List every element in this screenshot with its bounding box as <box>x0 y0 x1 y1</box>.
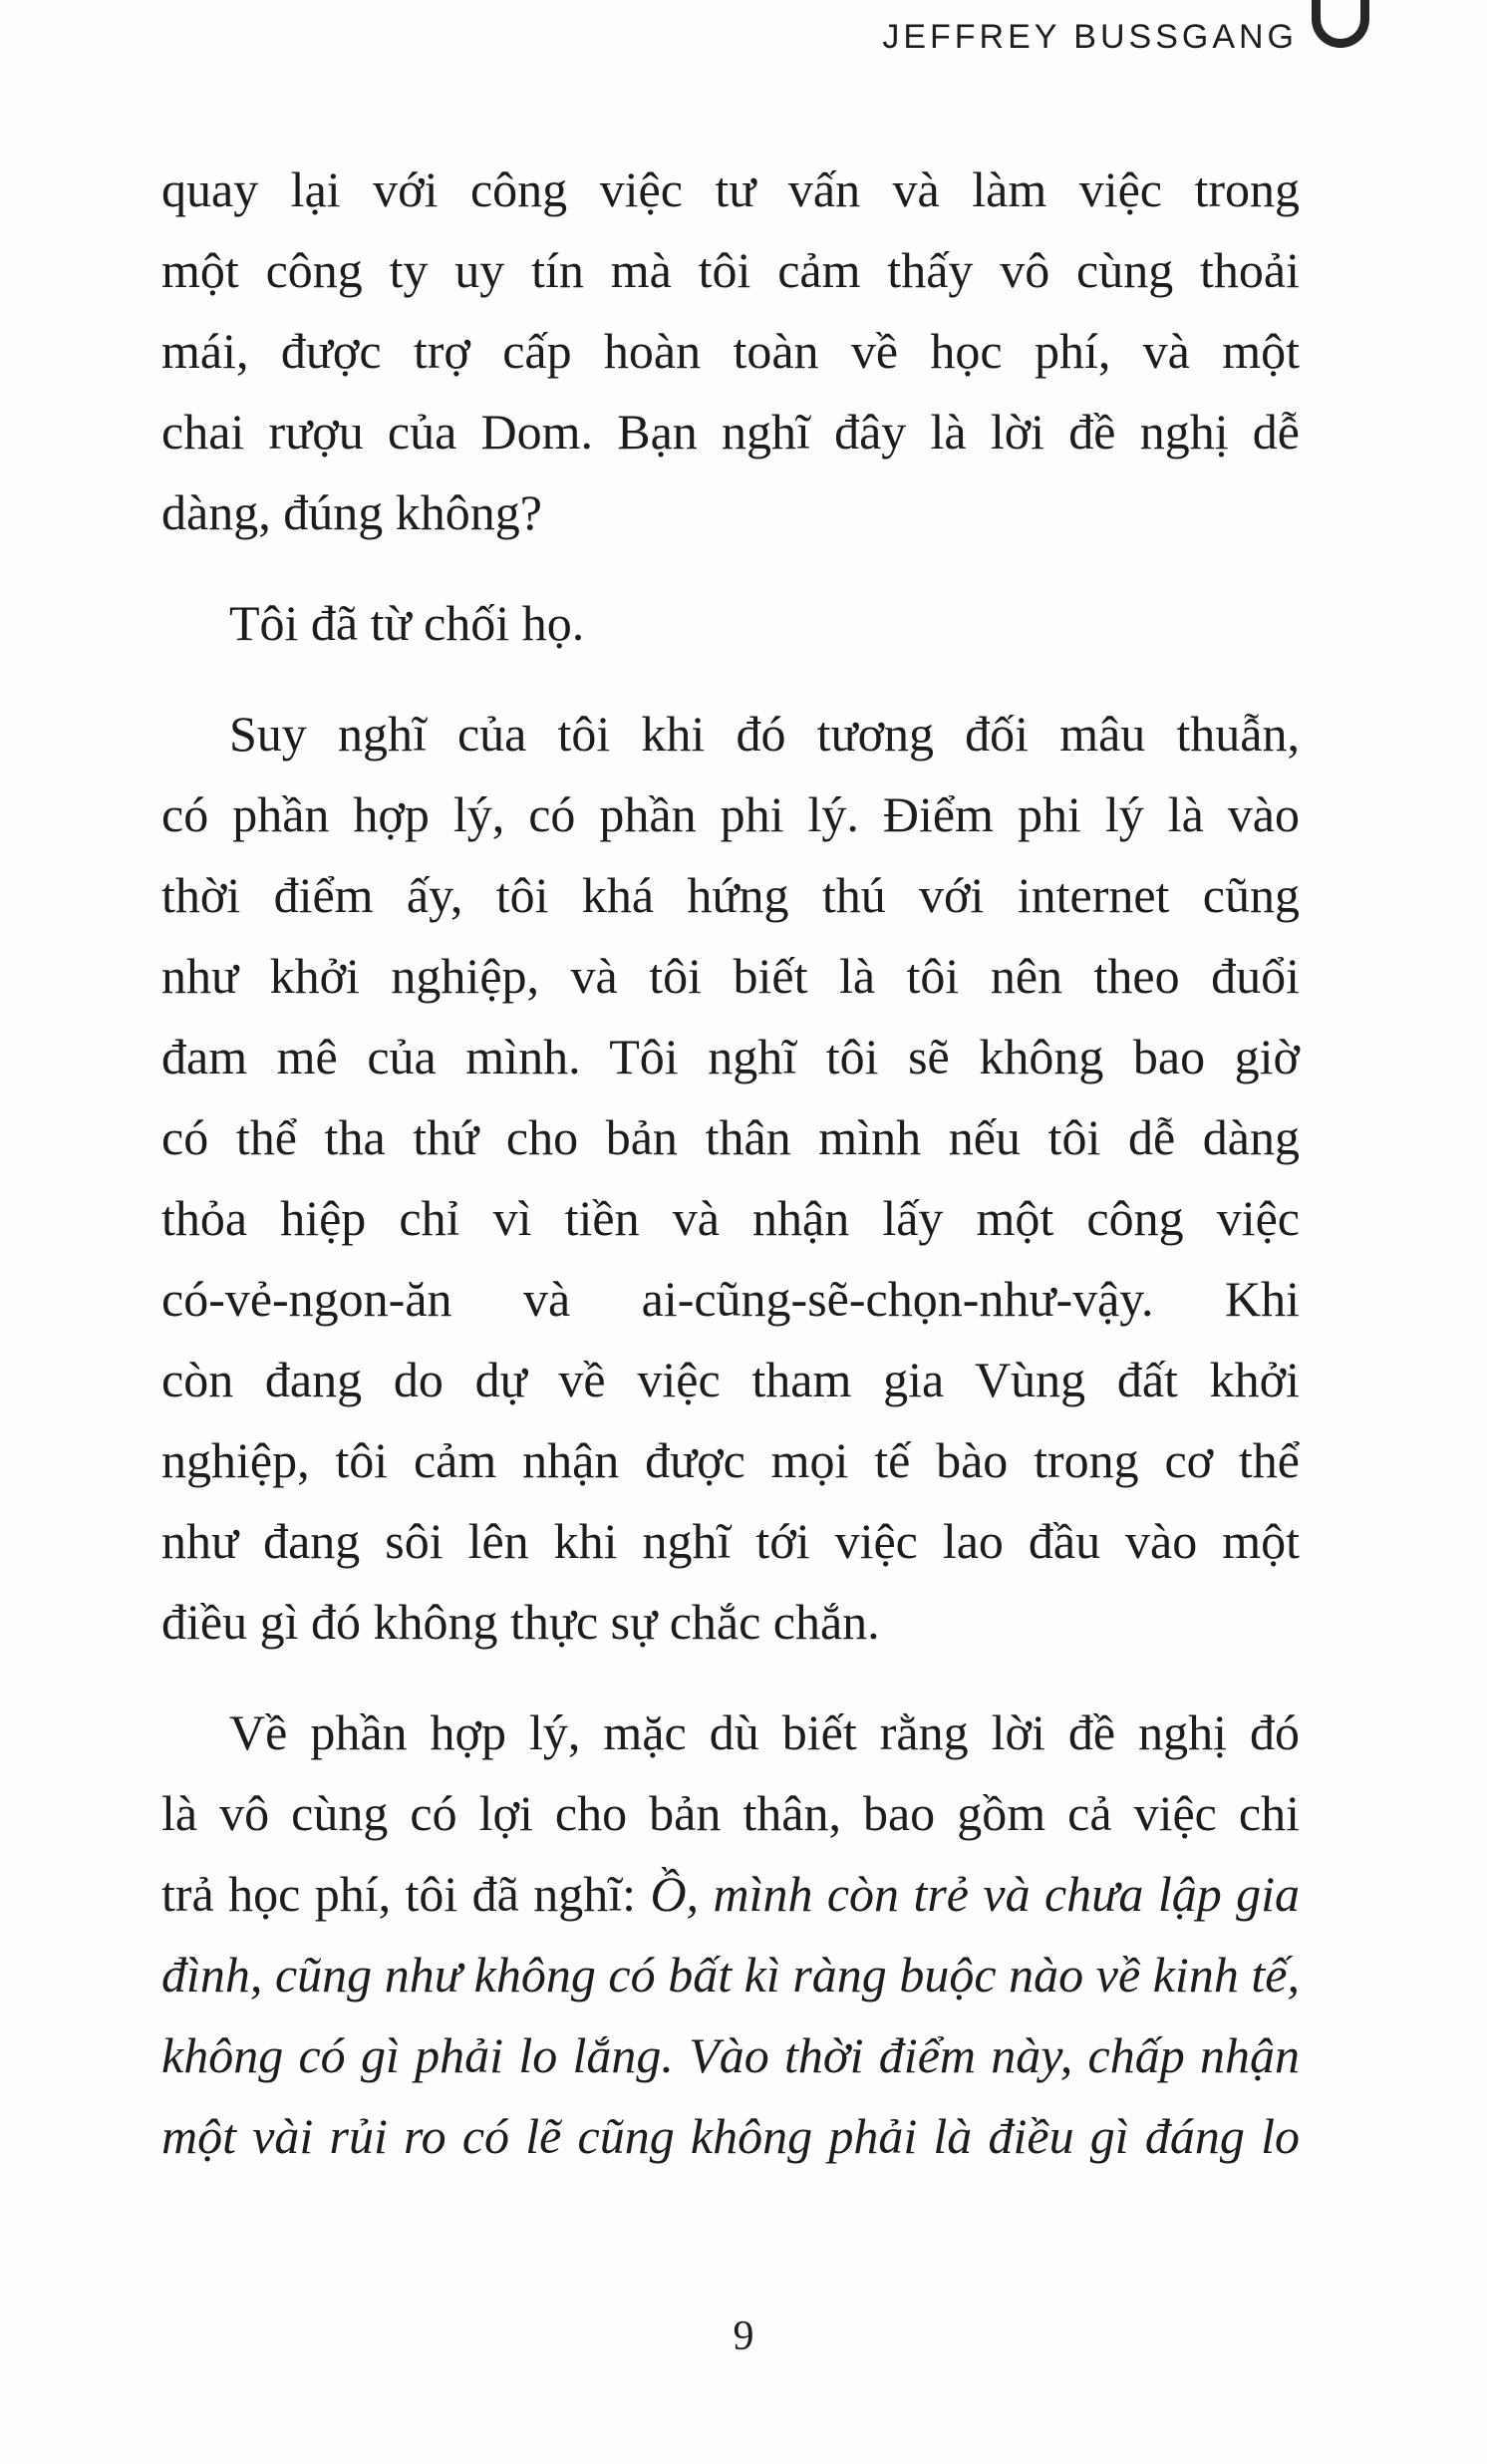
text-line: có phần hợp lý, có phần phi lý. Điểm phi lý là vào <box>161 786 1300 842</box>
paragraph-3 <box>161 694 1300 1663</box>
chapter-mark-icon <box>1312 0 1369 48</box>
text-line: đam mê của mình. Tôi nghĩ tôi sẽ không bao giờ <box>161 1029 1300 1084</box>
italic-thought: không có gì phải lo lắng. Vào thời điểm này, chấp nhận <box>161 2027 1300 2083</box>
italic-thought: đình, cũng như không có bất kì ràng buộc nào về kinh tế, <box>161 1947 1300 2002</box>
text-line: thỏa hiệp chỉ vì tiền và nhận lấy một công việc <box>161 1190 1300 1246</box>
text-line: chai rượu của Dom. Bạn nghĩ đây là lời đề nghị dễ <box>161 404 1300 460</box>
paragraph-1 <box>161 150 1300 553</box>
text-line: quay lại với công việc tư vấn và làm việc trong <box>161 161 1300 217</box>
text-line: là vô cùng có lợi cho bản thân, bao gồm cả việc chi <box>161 1785 1300 1841</box>
text-line: như khởi nghiệp, và tôi biết là tôi nên theo đuổi <box>161 948 1300 1004</box>
running-header-author: JEFFREY BUSSGANG <box>882 18 1298 56</box>
text-line: còn đang do dự về việc tham gia Vùng đất khởi <box>161 1352 1300 1407</box>
paragraph-2 <box>161 583 1300 664</box>
text-line: Về phần hợp lý, mặc dù biết rằng lời đề nghị đó <box>229 1704 1300 1760</box>
text-line: thời điểm ấy, tôi khá hứng thú với internet cũng <box>161 867 1300 923</box>
text-line: như đang sôi lên khi nghĩ tới việc lao đầu vào một <box>161 1513 1300 1569</box>
text-segment: trả học phí, tôi đã nghĩ: <box>161 1866 651 1922</box>
text-line: dàng, đúng không? <box>161 484 542 540</box>
text-line: có thể tha thứ cho bản thân mình nếu tôi dễ dàng <box>161 1109 1300 1165</box>
italic-thought: một vài rủi ro có lẽ cũng không phải là điều gì đáng lo <box>161 2108 1300 2164</box>
text-line: Tôi đã từ chối họ. <box>229 595 585 651</box>
body-text <box>161 150 1300 2207</box>
text-line-mixed <box>161 1854 1300 1935</box>
paragraph-4 <box>161 1693 1300 2177</box>
text-line: điều gì đó không thực sự chắc chắn. <box>161 1594 880 1650</box>
italic-thought: Ồ, mình còn trẻ và chưa lập gia <box>650 1866 1301 1922</box>
text-line: một công ty uy tín mà tôi cảm thấy vô cùng thoải <box>161 242 1300 298</box>
text-line: mái, được trợ cấp hoàn toàn về học phí, và một <box>161 323 1300 379</box>
text-line: có-vẻ-ngon-ăn và ai-cũng-sẽ-chọn-như-vậy. Khi <box>161 1271 1300 1327</box>
page-number: 9 <box>733 2313 754 2359</box>
text-line: Suy nghĩ của tôi khi đó tương đối mâu thuẫn, <box>229 706 1300 762</box>
text-line: nghiệp, tôi cảm nhận được mọi tế bào trong cơ thể <box>161 1432 1300 1488</box>
